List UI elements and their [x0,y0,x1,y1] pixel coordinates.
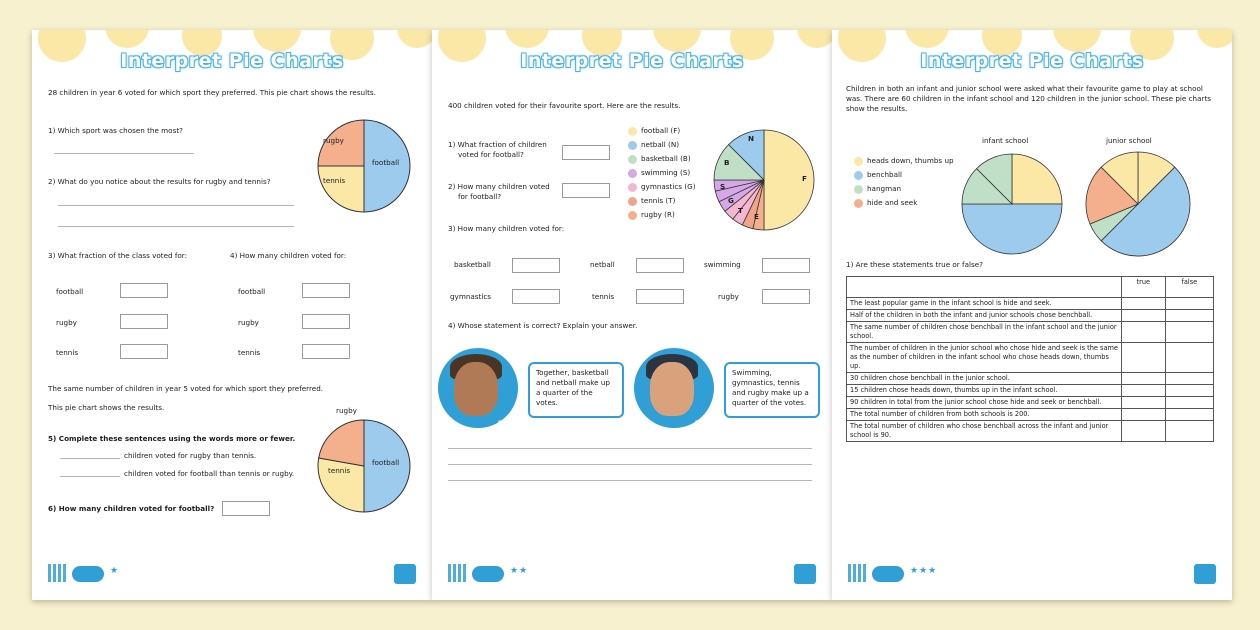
astrid-speech-bubble [724,362,820,418]
sport-label: basketball [454,260,491,269]
intro-text: 28 children in year 6 voted for which sport they preferred. This pie chart shows the results. [48,88,376,97]
false-cell[interactable] [1165,322,1213,343]
true-cell[interactable] [1122,409,1166,421]
sport-label: tennis [238,348,261,357]
legend-benchball [854,170,902,180]
pie-label-football: football [372,458,400,467]
question-4: 4) How many children voted for: [230,251,347,260]
table-header-row [847,277,1214,298]
legend-label: rugby (R) [641,210,675,219]
statement-cell: 15 children chose heads down, thumbs up in the infant school. [847,385,1122,397]
legend-hide-and-seek [854,198,917,208]
table-row [847,343,1214,373]
true-cell[interactable] [1122,310,1166,322]
pie-label-football: football [372,158,400,167]
table-row [847,397,1214,409]
answer-box[interactable] [762,258,810,273]
table-row [847,409,1214,421]
false-cell[interactable] [1165,385,1213,397]
legend-swatch [628,169,637,178]
table-row [847,385,1214,397]
page-title: Interpret Pie Charts [520,50,744,72]
question-3: 3) How many children voted for: [448,224,565,233]
answer-box[interactable] [302,314,350,329]
false-cell[interactable] [1165,409,1213,421]
sentence-2: children voted for football than tennis or rugby. [124,469,295,478]
legend-heads-down [854,156,954,166]
legend-hangman [854,184,901,194]
answer-box[interactable] [562,183,610,198]
answer-line[interactable] [448,448,812,449]
statement-cell: 90 children in total from the junior school chose hide and seek or benchball. [847,397,1122,409]
question-3: 3) What fraction of the class voted for: [48,251,188,260]
false-cell[interactable] [1165,310,1213,322]
felix-character [438,348,518,428]
qr-code-icon [48,564,66,582]
legend-swatch [628,141,637,150]
intro-text-2: The same number of children in year 5 voted for which sport they preferred. [48,384,324,393]
qr-code-icon [848,564,866,582]
legend-swatch [854,185,863,194]
column-false: false [1165,277,1213,298]
table-row [847,298,1214,310]
answer-box[interactable] [636,258,684,273]
answer-box[interactable] [120,283,168,298]
false-cell[interactable] [1165,421,1213,442]
table-row [847,421,1214,442]
question-1b: voted for football? [458,150,524,159]
answer-box[interactable] [120,344,168,359]
pie-letter-g: G [728,196,734,205]
question-4: 4) Whose statement is correct? Explain your answer. [448,321,638,330]
question-1: 1) Which sport was chosen the most? [48,126,183,135]
question-1a: 1) What fraction of children [448,140,547,149]
answer-box[interactable] [120,314,168,329]
astrid-name: Astrid [694,419,717,427]
column-true: true [1122,277,1166,298]
intro-text: 400 children voted for their favourite sport. Here are the results. [448,101,681,110]
answer-box[interactable] [302,344,350,359]
statement-cell: 30 children chose benchball in the junior school. [847,373,1122,385]
legend-swatch [628,183,637,192]
sport-label: gymnastics [450,292,492,301]
answer-box[interactable] [512,289,560,304]
statement-cell: Half of the children in both the infant and junior schools chose benchball. [847,310,1122,322]
question-5: 5) Complete these sentences using the words more or fewer. [48,434,296,443]
answer-box[interactable] [636,289,684,304]
answer-line[interactable] [54,153,194,154]
pie-chart-junior [1084,150,1192,258]
answer-line[interactable] [448,464,812,465]
sport-label: football [238,287,266,296]
false-cell[interactable] [1165,343,1213,373]
question-1: 1) Are these statements true or false? [846,260,983,269]
table-header-cell [847,277,1122,298]
sport-label: rugby [56,318,77,327]
sport-label: tennis [592,292,615,301]
true-cell[interactable] [1122,322,1166,343]
page-footer [48,562,416,586]
true-cell[interactable] [1122,343,1166,373]
legend-label: football (F) [641,126,681,135]
pie-label-tennis: tennis [328,466,351,475]
face-shape [650,362,694,416]
publisher-logo [394,564,416,584]
pie-letter-s: S [720,182,726,191]
answer-box[interactable] [762,289,810,304]
legend-swatch [854,157,863,166]
pie-letter-f: F [802,174,807,183]
pie-label-rugby: rugby [336,406,357,415]
brand-logo [72,566,104,582]
statement-cell: The least popular game in the infant school is hide and seek. [847,298,1122,310]
legend-swatch [854,199,863,208]
answer-line[interactable] [58,205,294,206]
legend-label: basketball (B) [641,154,691,163]
intro-text: Children in both an infant and junior school were asked what their favourite game to play at school was. There are 60 children in the infant school and 120 children in the junior school. These pie charts show the results. [846,84,1212,113]
legend-label: hide and seek [867,198,918,207]
legend-swatch [628,127,637,136]
true-cell[interactable] [1122,397,1166,409]
page-footer [448,562,816,586]
legend-label: hangman [867,184,902,193]
pie-label-tennis: tennis [323,176,346,185]
true-cell[interactable] [1122,298,1166,310]
statement-cell: The total number of children who chose benchball across the infant and junior school is 90. [847,421,1122,442]
table-row [847,322,1214,343]
page-title: Interpret Pie Charts [120,50,344,72]
legend-label: gymnastics (G) [641,182,696,191]
answer-box[interactable] [222,501,270,516]
true-cell[interactable] [1122,373,1166,385]
table-row [847,373,1214,385]
legend-swatch [628,155,637,164]
astrid-quote: Swimming, gymnastics, tennis and rugby make up a quarter of the votes. [732,368,809,407]
pie-letter-t: T [738,206,743,215]
publisher-logo [1194,564,1216,584]
answer-line[interactable] [448,480,812,481]
worksheet-page-1 [32,30,432,600]
infant-chart-label: infant school [982,136,1029,145]
sport-label: football [56,287,84,296]
question-6: 6) How many children voted for football? [48,504,215,513]
felix-speech-bubble [528,362,624,418]
pie-letter-n: N [748,134,755,143]
felix-quote: Together, basketball and netball make up a quarter of the votes. [536,368,610,407]
question-2: 2) What do you notice about the results for rugby and tennis? [48,177,271,186]
sport-label: rugby [718,292,739,301]
legend-label: tennis (T) [641,196,676,205]
legend-rugby [628,210,675,220]
answer-box[interactable] [512,258,560,273]
difficulty-stars: ★★ [510,566,529,576]
statement-cell: The same number of children chose benchball in the infant school and the junior school. [847,322,1122,343]
pie-chart-sports [712,128,816,232]
pie-chart-infant [960,152,1064,256]
legend-gymnastics [628,182,696,192]
worksheet-page-2 [432,30,832,600]
answer-box[interactable] [302,283,350,298]
legend-label: heads down, thumbs up [867,156,954,165]
legend-swimming [628,168,690,178]
face-shape [454,362,498,416]
sport-label: swimming [704,260,741,269]
answer-line[interactable] [58,226,294,227]
difficulty-stars: ★★★ [910,566,938,576]
legend-label: benchball [867,170,903,179]
legend-swatch [854,171,863,180]
legend-netball [628,140,679,150]
true-cell[interactable] [1122,421,1166,442]
worksheet-page-3 [832,30,1232,600]
legend-basketball [628,154,691,164]
brand-logo [472,566,504,582]
brand-logo [872,566,904,582]
statement-cell: The total number of children from both schools is 200. [847,409,1122,421]
legend-label: swimming (S) [641,168,691,177]
question-2b: for football? [458,192,502,201]
table-row [847,310,1214,322]
pie-label-rugby: rugby [323,136,344,145]
answer-line[interactable] [60,458,120,459]
legend-swatch [628,197,637,206]
true-false-table [846,276,1214,442]
sport-label: tennis [56,348,79,357]
pie-letter-e: E [754,212,759,221]
legend-football [628,126,680,136]
page-footer [848,562,1216,586]
intro-text-2b: This pie chart shows the results. [48,403,165,412]
statement-cell: The number of children in the junior school who chose hide and seek is the same as the number of children in the infant school who chose heads down, thumbs up. [847,343,1122,373]
answer-line[interactable] [60,476,120,477]
false-cell[interactable] [1165,397,1213,409]
qr-code-icon [448,564,466,582]
felix-name: Felix [498,419,516,427]
legend-swatch [628,211,637,220]
question-2a: 2) How many children voted [448,182,550,191]
answer-box[interactable] [562,145,610,160]
pie-letter-b: B [724,158,730,167]
sport-label: rugby [238,318,259,327]
legend-label: netball (N) [641,140,680,149]
junior-chart-label: junior school [1106,136,1152,145]
false-cell[interactable] [1165,373,1213,385]
true-cell[interactable] [1122,385,1166,397]
sentence-1: children voted for rugby than tennis. [124,451,257,460]
page-title: Interpret Pie Charts [920,50,1144,72]
legend-tennis [628,196,675,206]
astrid-character [634,348,717,428]
sport-label: netball [590,260,615,269]
false-cell[interactable] [1165,298,1213,310]
publisher-logo [794,564,816,584]
difficulty-stars: ★ [110,566,120,576]
